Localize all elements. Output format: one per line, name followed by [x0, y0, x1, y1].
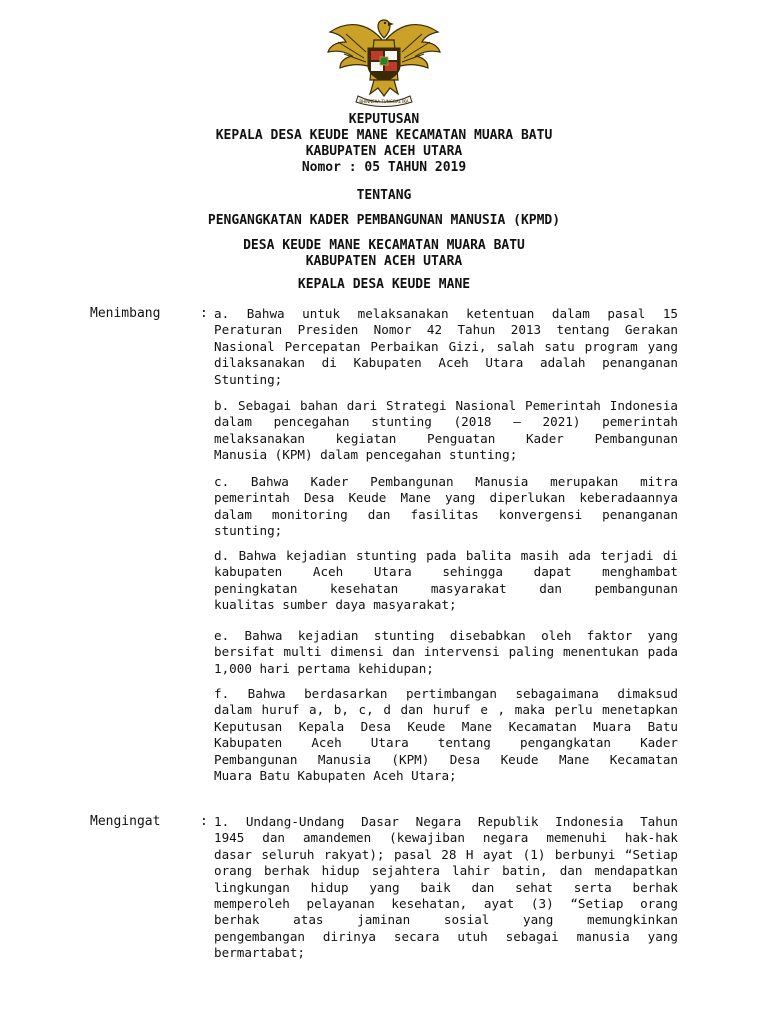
menimbang-item-line: pemerintah Desa Keude Mane yang diperlukan keberadaannya [214, 490, 678, 506]
menimbang-item-line: melaksanakan kegiatan Penguatan Kader Pembangunan [214, 430, 678, 446]
menimbang-item [214, 306, 678, 388]
menimbang-item-line: Pembangunan Manusia (KPM) Desa Keude Mane Kecamatan [214, 751, 678, 767]
mengingat-colon: : [200, 814, 208, 829]
menimbang-item-line: c. Bahwa Kader Pembangunan Manusia merupakan mitra [214, 474, 678, 489]
menimbang-item-line: dalam huruf a, b, c, d dan huruf e , maka perlu menetapkan [214, 702, 678, 718]
decree-subject: PENGANGKATAN KADER PEMBANGUNAN MANUSIA (KPMD) [207, 213, 561, 228]
decree-number: Nomor : 05 TAHUN 2019 [301, 160, 467, 175]
decree-title-block [0, 112, 768, 176]
mengingat-item-line: pengembangan dirinya secara utuh sebagai manusia yang [214, 928, 678, 944]
garuda-emblem-icon [318, 12, 450, 108]
menimbang-item-line: 1,000 hari pertama kehidupan; [214, 660, 434, 676]
mengingat-item-line: orang berhak hidup sejahtera lahir batin, dan mendapatkan [214, 863, 678, 879]
menimbang-item-line: dalam monitoring dan fasilitas konvergensi penanganan [214, 506, 678, 522]
menimbang-item-line: Manusia (KPM) dalam pencegahan stunting; [214, 447, 518, 463]
menimbang-item-line: kualitas sumber daya masyarakat; [214, 597, 457, 613]
mengingat-item [214, 814, 678, 962]
mengingat-item-line: berhak atas jaminan sosial yang memungkinkan [214, 912, 678, 928]
emblem-motto: BHINNEKA TUNGGAL IKA [359, 99, 409, 104]
menimbang-item-line: a. Bahwa untuk melaksanakan ketentuan dalam pasal 15 [214, 306, 678, 321]
menimbang-item-line: dalam pencegahan stunting (2018 – 2021) pemerintah [214, 414, 678, 430]
mengingat-item-line: 1945 dan amandemen (kewajiban negara memenuhi hak-hak [214, 830, 678, 846]
menimbang-item [214, 686, 678, 784]
menimbang-item-line: Peraturan Presiden Nomor 42 Tahun 2013 tentang Gerakan [214, 322, 678, 338]
menimbang-item-line: d. Bahwa kejadian stunting pada balita masih ada terjadi di [214, 548, 678, 563]
menimbang-item-line: Keputusan Kepala Desa Keude Mane Kecamatan Muara Batu [214, 718, 678, 734]
decree-head-title: KEPALA DESA KEUDE MANE [297, 277, 471, 292]
mengingat-item-line: lingkungan hidup yang baik dan sehat serta berhak [214, 879, 678, 895]
decree-village-block [0, 238, 768, 270]
menimbang-item-line: Nasional Percepatan Perbaikan Gizi, salah satu program yang [214, 338, 678, 354]
menimbang-item [214, 398, 678, 464]
menimbang-item-line: Muara Batu Kabupaten Aceh Utara; [214, 768, 457, 784]
mengingat-label: Mengingat [90, 814, 161, 829]
menimbang-label: Menimbang [90, 306, 161, 321]
menimbang-item-line: Kabupaten Aceh Utara tentang pengangkatan Kader [214, 735, 678, 751]
menimbang-item-line: e. Bahwa kejadian stunting disebabkan oleh faktor yang [214, 628, 678, 643]
menimbang-item [214, 548, 678, 614]
menimbang-item-line: bersifat multi dimensi dan intervensi paling menentukan pada [214, 644, 678, 660]
menimbang-item-line: stunting; [214, 523, 283, 539]
mengingat-item-line: memperoleh pelayanan kesehatan, ayat (3) “Setiap orang [214, 896, 678, 912]
decree-village-line1: DESA KEUDE MANE KECAMATAN MUARA BATU [243, 238, 525, 253]
menimbang-colon: : [200, 306, 208, 321]
menimbang-item-line: b. Sebagai bahan dari Strategi Nasional Pemerintah Indonesia [214, 398, 678, 413]
menimbang-item-line: dilaksanakan di Kabupaten Aceh Utara adalah penanganan [214, 355, 678, 371]
mengingat-item-line: dasar seluruh rakyat); pasal 28 H ayat (1) berbunyi “Setiap [214, 846, 678, 862]
decree-regency: KABUPATEN ACEH UTARA [305, 144, 463, 159]
menimbang-item [214, 474, 678, 540]
decree-issuer: KEPALA DESA KEUDE MANE KECAMATAN MUARA BATU [215, 128, 553, 143]
menimbang-item-line: peningkatan kesehatan masyarakat dan pembangunan [214, 580, 678, 596]
menimbang-item-line: f. Bahwa berdasarkan pertimbangan sebagaimana dimaksud [214, 686, 678, 701]
decree-title: KEPUTUSAN [348, 112, 420, 127]
decree-tentang: TENTANG [356, 188, 412, 203]
menimbang-item-line: kabupaten Aceh Utara sehingga dapat menghambat [214, 564, 678, 580]
menimbang-item [214, 628, 678, 677]
menimbang-item-line: Stunting; [214, 371, 283, 387]
decree-village-line2: KABUPATEN ACEH UTARA [305, 254, 463, 269]
mengingat-item-line: 1. Undang-Undang Dasar Negara Republik Indonesia Tahun [214, 814, 678, 829]
mengingat-item-line: bermartabat; [214, 945, 305, 961]
